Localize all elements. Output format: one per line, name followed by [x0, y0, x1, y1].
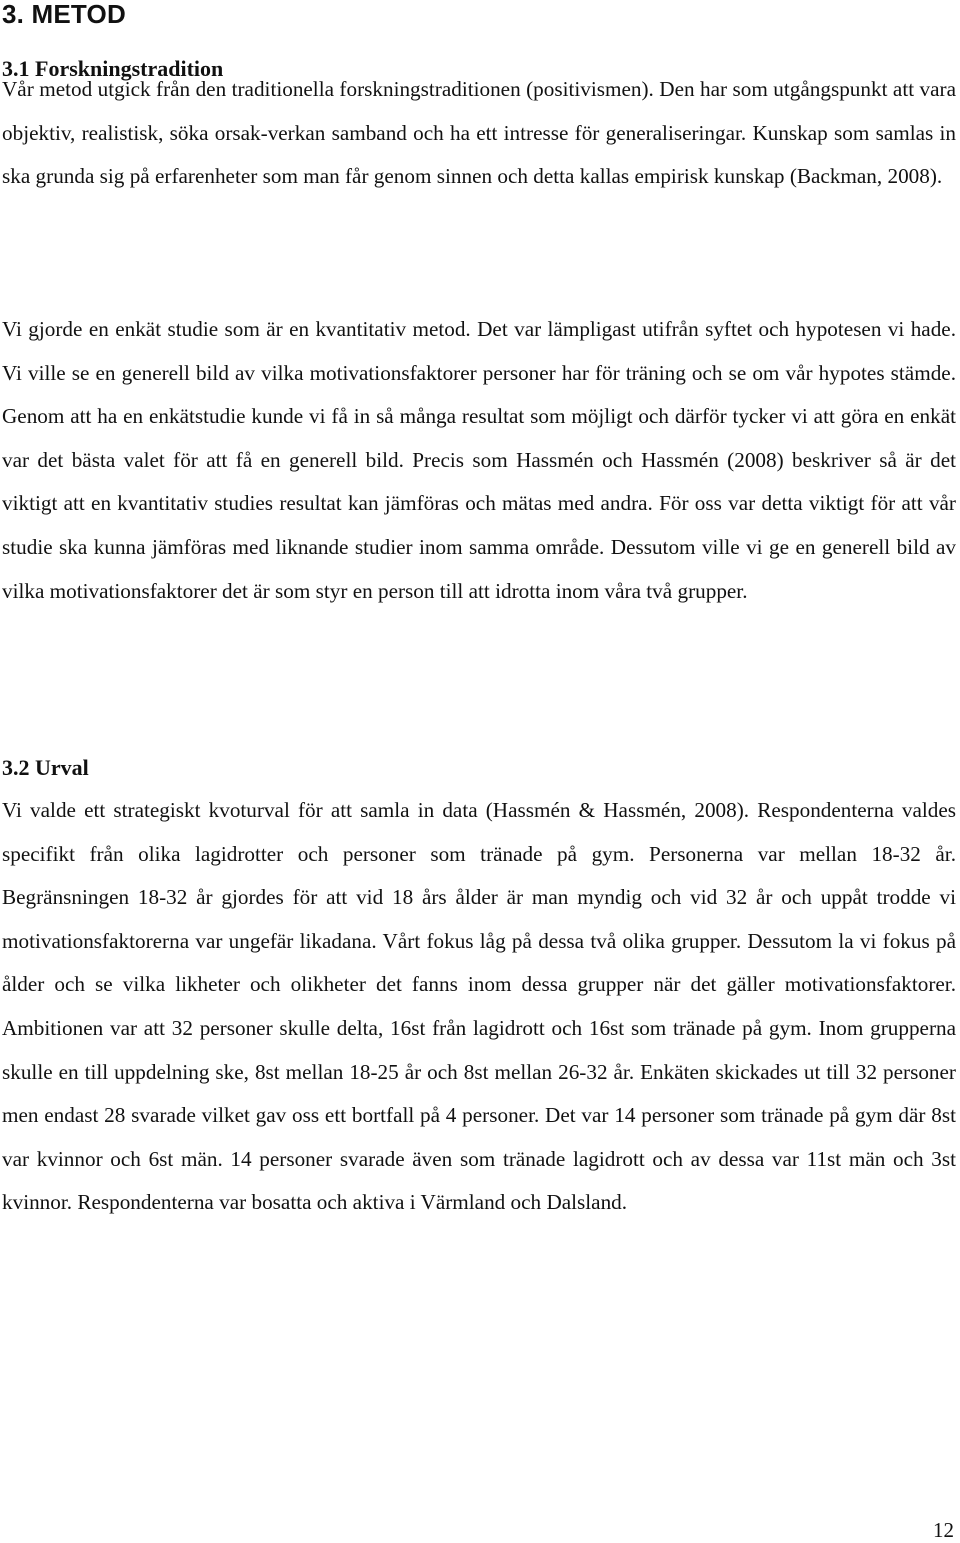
paragraph-metod: Vi gjorde en enkät studie som är en kvantitativ metod. Det var lämpligast utifrån syftet och hypotesen vi hade. Vi ville se en generell bild av vilka motivationsfaktorer personer har för träning och se om vår hypotes stämde. Genom att ha en enkätstudie kunde vi få in så många resultat som möjligt och därför tycker vi att göra en enkät var det bästa valet för att få en generell bild. Precis som Hassmén och Hassmén (2008) beskriver så är det viktigt att en kvantitativ studies resultat kan jämföras och mätas med andra. För oss var detta viktigt för att vår studie ska kunna jämföras med liknande studier inom samma område. Dessutom ville vi ge en generell bild av vilka motivationsfaktorer det är som styr en person till att idrotta inom våra två grupper. [2, 317, 956, 603]
section-heading-forskningstradition: 3.1 Forskningstradition [2, 56, 224, 81]
page-number: 12 [933, 1518, 954, 1542]
paragraph-urval: Vi valde ett strategiskt kvoturval för att samla in data (Hassmén & Hassmén, 2008). Respondenterna valdes specifikt från olika lagidrotter och personer som tränade på gym. Personerna var mellan 18-32 år. Begränsningen 18-32 år gjordes för att vid 18 års ålder är man myndig och vid 32 år och uppåt trodde vi motivationsfaktorerna var ungefär likadana. Vårt fokus låg på dessa två olika grupper. Dessutom la vi fokus på ålder och se vilka likheter och olikheter det fanns inom dessa grupper när det gäller motivationsfaktorer. Ambitionen var att 32 personer skulle delta, 16st från lagidrott och 16st som tränade på gym. Inom grupperna skulle en till uppdelning ske, 8st mellan 18-25 år och 8st mellan 26-32 år. Enkäten skickades ut till 32 personer men endast 28 svarade vilket gav oss ett bortfall på 4 personer. Det var 14 personer som tränade på gym där 8st var kvinnor och 6st män. 14 personer svarade även som tränade lagidrott och av dessa var 11st män och 3st kvinnor. Respondenterna var bosatta och aktiva i Värmland och Dalsland. [2, 798, 956, 1215]
paragraph-forskningstradition: Vår metod utgick från den traditionella forskningstraditionen (positivismen). Den har som utgångspunkt att vara objektiv, realistisk, söka orsak-verkan samband och ha ett intresse för generaliseringar. Kunskap som samlas in ska grunda sig på erfarenheter som man får genom sinnen och detta kallas empirisk kunskap (Backman, 2008). [2, 77, 956, 189]
section-heading-urval: 3.2 Urval [2, 755, 89, 780]
chapter-title: 3. METOD [2, 0, 126, 29]
